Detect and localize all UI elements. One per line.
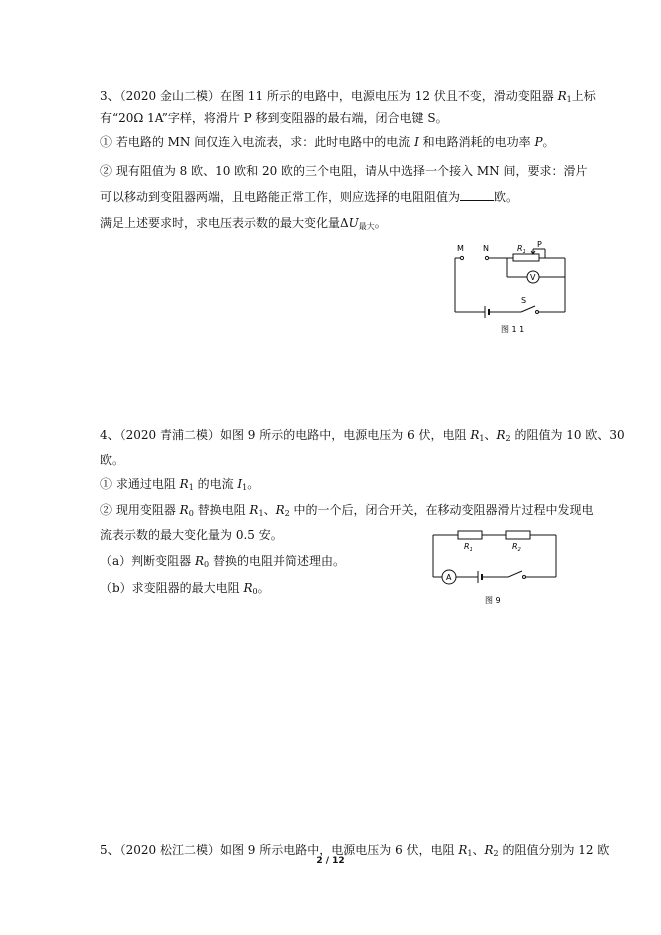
sym-i1: I <box>237 477 243 491</box>
label-n: N <box>483 244 489 253</box>
text: 3、（2020 金山二模）在图 11 所示的电路中，电源电压为 12 伏且不变，滑动变阻器 <box>100 89 558 103</box>
text: ① 求通过电阻 <box>100 477 180 491</box>
text: 。 <box>257 581 270 595</box>
text: （b）求变阻器的最大电阻 <box>100 581 244 595</box>
switch <box>508 571 522 577</box>
figure-11-circuit <box>445 240 585 345</box>
label-r-sub: 1 <box>522 249 526 255</box>
switch-contact <box>523 576 526 579</box>
label-r1-sub: 1 <box>469 547 473 553</box>
text: 中的一个后，闭合开关，在移动变阻器滑片过程中发现电 <box>289 503 594 517</box>
sym-r1-sub: 1 <box>566 95 572 104</box>
terminal-m <box>460 256 463 259</box>
sym-r1: R <box>470 428 480 442</box>
sep: 、 <box>484 428 497 442</box>
sym-r1-sub: 1 <box>258 509 264 518</box>
label-r1 <box>464 542 473 553</box>
sym-r0-sub: 0 <box>188 509 194 518</box>
page-number: 2 / 12 <box>316 856 345 866</box>
q4-line7 <box>100 580 270 596</box>
q4-line3 <box>100 476 259 492</box>
answer-blank[interactable] <box>460 189 494 201</box>
text: 的电流 <box>193 477 238 491</box>
sym-r0: R <box>179 503 189 517</box>
label-r1 <box>517 244 526 255</box>
label-v: V <box>530 273 536 282</box>
sym-r2: R <box>484 843 494 857</box>
text: 可以移动到变阻器两端，且电路能正常工作，则应选择的电阻阻值为 <box>100 190 461 204</box>
resistor-r1 <box>458 531 482 539</box>
sym-r2-sub: 2 <box>505 434 511 443</box>
q4-line4 <box>100 502 594 518</box>
figure-9-circuit <box>428 525 563 615</box>
text: 满足上述要求时，求电压表示数的最大变化量Δ <box>100 216 349 230</box>
q3-line2: 有“20Ω 1A”字样，将滑片 P 移到变阻器的最右端，闭合电键 S。 <box>100 111 448 125</box>
q3-line5 <box>100 189 518 205</box>
text: 和电路消耗的电功率 <box>418 135 535 149</box>
q4-line1 <box>100 427 625 443</box>
label-r: R <box>517 244 523 253</box>
text: ② 现用变阻器 <box>100 503 180 517</box>
sym-r1-sub: 1 <box>467 849 473 858</box>
switch-s <box>521 306 535 312</box>
text: 欧。 <box>494 190 519 204</box>
text: 替换电阻 <box>193 503 250 517</box>
sym-u: U <box>348 216 359 230</box>
figure-caption: 图 1 1 <box>501 325 525 334</box>
q3-line1 <box>100 88 596 104</box>
sym-p: P <box>534 135 543 149</box>
sym-u-sub: 最大 <box>358 222 375 231</box>
text: 5、（2020 松江二模）如图 9 所示电路中，电源电压为 6 伏，电阻 <box>100 843 459 857</box>
text: 。 <box>542 135 555 149</box>
text: ① 若电路的 MN 间仅连入电流表，求：此时电路中的电流 <box>100 135 415 149</box>
label-r2 <box>512 542 521 553</box>
sym-r1-sub: 1 <box>479 434 485 443</box>
text: 。 <box>247 477 260 491</box>
label-r1-letter: R <box>464 542 470 551</box>
sym-r0-sub: 0 <box>204 560 210 569</box>
figure-caption: 图 9 <box>485 596 501 605</box>
label-r2-sub: 2 <box>517 547 521 553</box>
text: 替换的电阻并简述理由。 <box>209 554 345 568</box>
sym-r2: R <box>496 428 506 442</box>
label-r2-letter: R <box>512 542 518 551</box>
sym-r1: R <box>458 843 468 857</box>
sep: 、 <box>263 503 276 517</box>
sym-r2-sub: 2 <box>493 849 499 858</box>
sym-r0: R <box>243 581 253 595</box>
sep: 、 <box>472 843 485 857</box>
text: 4、（2020 青浦二模）如图 9 所示的电路中，电源电压为 6 伏，电阻 <box>100 428 471 442</box>
text: （a）判断变阻器 <box>100 554 195 568</box>
sym-r2: R <box>275 503 285 517</box>
text: 上标 <box>571 89 596 103</box>
text: 。 <box>374 216 387 230</box>
sym-r1: R <box>249 503 259 517</box>
sym-i1-sub: 1 <box>242 483 248 492</box>
sym-r1: R <box>179 477 189 491</box>
sym-i: I <box>414 135 419 149</box>
sym-r0-sub: 0 <box>252 587 258 596</box>
q4-line5: 流表示数的最大变化量为 0.5 安。 <box>100 528 283 542</box>
q3-line3 <box>100 134 555 150</box>
q3-line4: ② 现有阻值为 8 欧、10 欧和 20 欧的三个电阻，请从中选择一个接入 MN 间，要求：滑片 <box>100 164 588 178</box>
text: 的阻值分别为 12 欧 <box>498 843 610 857</box>
text: 的阻值为 10 欧、30 <box>510 428 625 442</box>
sym-r2-sub: 2 <box>284 509 290 518</box>
resistor-r2 <box>506 531 530 539</box>
q3-line6 <box>100 215 387 231</box>
q4-line6 <box>100 553 345 569</box>
sym-r1-sub: 1 <box>188 483 194 492</box>
sym-r0: R <box>194 554 205 568</box>
rheostat-r1 <box>513 254 539 261</box>
label-p: P <box>537 240 542 249</box>
label-m: M <box>457 244 464 253</box>
terminal-n <box>485 256 488 259</box>
q4-line2: 欧。 <box>100 453 125 467</box>
label-a: A <box>446 573 452 582</box>
switch-contact <box>536 311 539 314</box>
sym-r1: R <box>557 89 567 103</box>
label-s: S <box>521 296 527 305</box>
